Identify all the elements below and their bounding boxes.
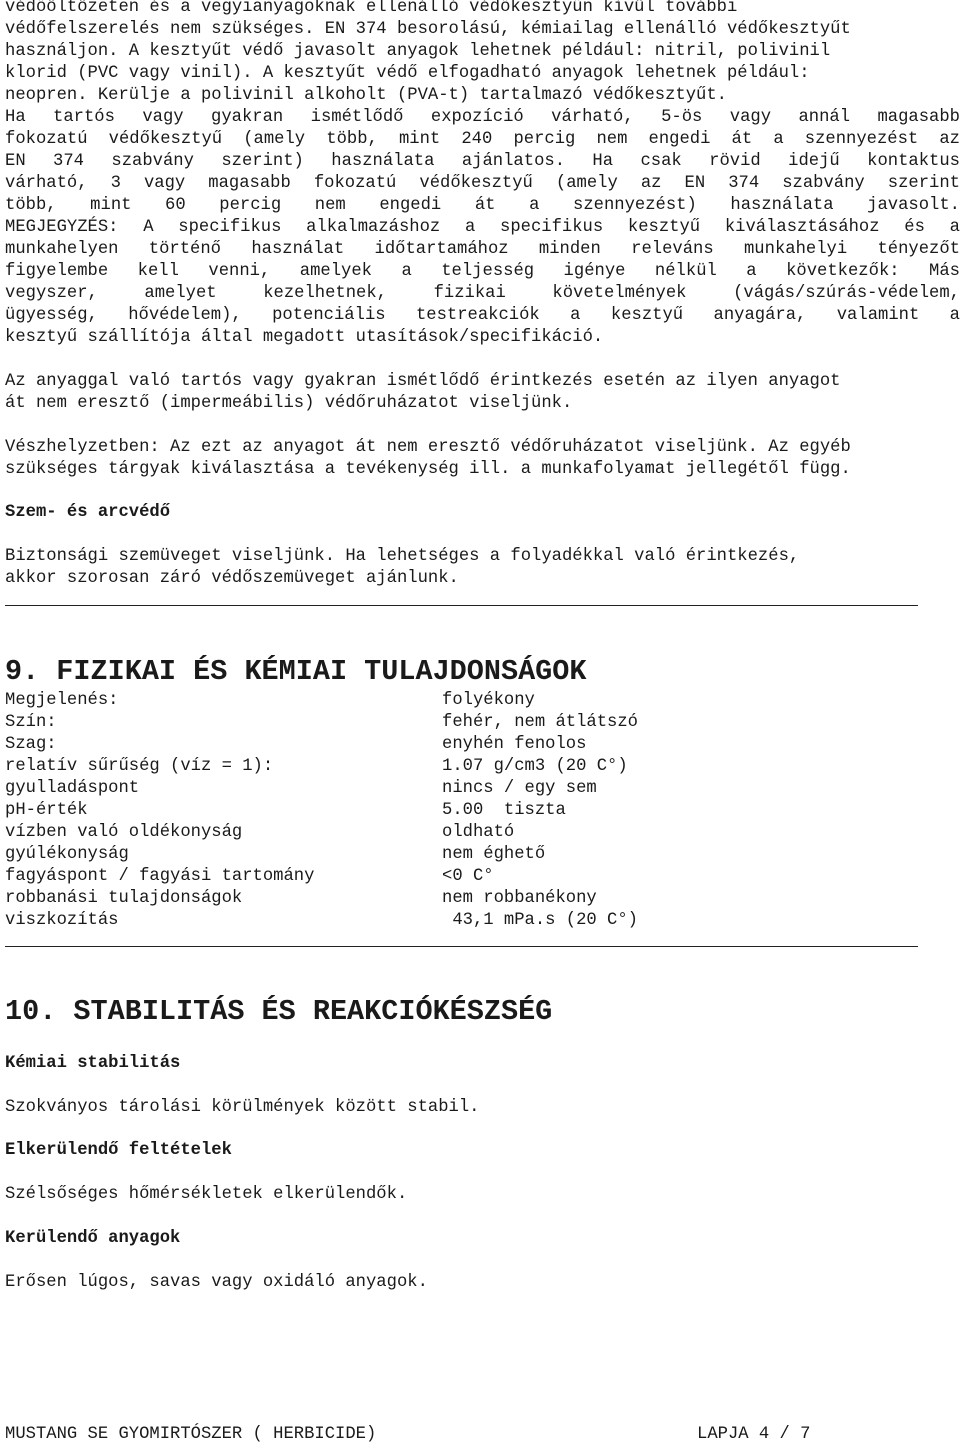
section-9-heading: 9. FIZIKAI ÉS KÉMIAI TULAJDONSÁGOK bbox=[5, 655, 587, 688]
property-value: <0 C° bbox=[442, 867, 494, 886]
glove-paragraph-line: EN 374 szabvány szerint) használata ajánlatos. Ha csak rövid idejű kontaktus bbox=[5, 152, 960, 171]
property-label: pH-érték bbox=[5, 801, 88, 820]
conditions-to-avoid-text: Szélsőséges hőmérsékletek elkerülendők. bbox=[5, 1185, 408, 1204]
property-label: fagyáspont / fagyási tartomány bbox=[5, 867, 315, 886]
property-label: relatív sűrűség (víz = 1): bbox=[5, 757, 274, 776]
paragraph-line: védőfelszerelés nem szükséges. EN 374 besorolású, kémiailag ellenálló védőkesztyűt bbox=[5, 20, 851, 39]
property-label: Megjelenés: bbox=[5, 691, 119, 710]
paragraph-line: klorid (PVC vagy vinil). A kesztyűt védő elfogadható anyagok lehetnek például: bbox=[5, 64, 810, 83]
chemical-stability-text: Szokványos tárolási körülmények között stabil. bbox=[5, 1098, 480, 1117]
property-label: Szag: bbox=[5, 735, 57, 754]
glove-paragraph-line: kesztyű szállítója által megadott utasítások/specifikáció. bbox=[5, 328, 604, 347]
glove-paragraph-line: figyelembe kell venni, amelyek a teljesség igénye nélkül a következők: Más bbox=[5, 262, 960, 281]
property-value: enyhén fenolos bbox=[442, 735, 587, 754]
property-value: nem robbanékony bbox=[442, 889, 597, 908]
glove-paragraph-line: munkahelyen történő használat időtartamához minden releváns munkahelyi tényezőt bbox=[5, 240, 960, 259]
footer-product-name: MUSTANG SE GYOMIRTÓSZER ( HERBICIDE) bbox=[5, 1425, 377, 1444]
paragraph-line: neopren. Kerülje a polivinil alkoholt (PVA-t) tartalmazó védőkesztyűt. bbox=[5, 86, 727, 105]
property-label: gyúlékonyság bbox=[5, 845, 129, 864]
section-divider bbox=[5, 946, 918, 947]
glove-paragraph-line: ügyesség, hővédelem), potenciális testreakciók a kesztyű anyagára, valamint a bbox=[5, 306, 960, 325]
paragraph-line: védőöltözeten és a vegyianyagoknak ellenálló védőkesztyűn kívül további bbox=[5, 0, 738, 17]
property-value: 5.00 tiszta bbox=[442, 801, 566, 820]
property-value: folyékony bbox=[442, 691, 535, 710]
property-label: gyulladáspont bbox=[5, 779, 140, 798]
glove-paragraph-line: több, mint 60 percig nem engedi át a szennyezést) használata javasolt. bbox=[5, 196, 960, 215]
glove-paragraph-line: MEGJEGYZÉS: A specifikus alkalmazáshoz a specifikus kesztyű kiválasztásához és a bbox=[5, 218, 960, 237]
property-label: viszkozítás bbox=[5, 911, 119, 930]
glove-paragraph-line: Ha tartós vagy gyakran ismétlődő expozíció várható, 5-ös vagy annál magasabb bbox=[5, 108, 960, 127]
section-10-heading: 10. STABILITÁS ÉS REAKCIÓKÉSZSÉG bbox=[5, 995, 553, 1028]
eye-paragraph-line: akkor szorosan záró védőszemüveget ajánlunk. bbox=[5, 569, 459, 588]
glove-paragraph-line: várható, 3 vagy magasabb fokozatú védőkesztyű (amely az EN 374 szabvány szerint bbox=[5, 174, 960, 193]
section-divider bbox=[5, 605, 918, 606]
property-value: nem éghető bbox=[442, 845, 546, 864]
eye-protection-heading: Szem- és arcvédő bbox=[5, 503, 171, 522]
materials-to-avoid-heading: Kerülendő anyagok bbox=[5, 1229, 181, 1248]
glove-paragraph-line: fokozatú védőkesztyű (amely több, mint 240 percig nem engedi át a szennyezést az bbox=[5, 130, 960, 149]
property-label: vízben való oldékonyság bbox=[5, 823, 243, 842]
emergency-paragraph-line: szükséges tárgyak kiválasztása a tevékenység ill. a munkafolyamat jellegétől függ. bbox=[5, 460, 851, 479]
clothing-paragraph-line: át nem eresztő (impermeábilis) védőruházatot viseljünk. bbox=[5, 394, 573, 413]
materials-to-avoid-text: Erősen lúgos, savas vagy oxidáló anyagok. bbox=[5, 1273, 428, 1292]
footer-page-number: LAPJA 4 / 7 bbox=[697, 1425, 811, 1444]
paragraph-line: használjon. A kesztyűt védő javasolt anyagok lehetnek például: nitril, polivinil bbox=[5, 42, 831, 61]
chemical-stability-heading: Kémiai stabilitás bbox=[5, 1054, 181, 1073]
property-value: fehér, nem átlátszó bbox=[442, 713, 638, 732]
property-label: robbanási tulajdonságok bbox=[5, 889, 243, 908]
emergency-paragraph-line: Vészhelyzetben: Az ezt az anyagot át nem eresztő védőruházatot viseljünk. Az egyéb bbox=[5, 438, 851, 457]
eye-paragraph-line: Biztonsági szemüveget viseljünk. Ha lehetséges a folyadékkal való érintkezés, bbox=[5, 547, 800, 566]
property-value: nincs / egy sem bbox=[442, 779, 597, 798]
property-value: 1.07 g/cm3 (20 C°) bbox=[442, 757, 628, 776]
property-label: Szín: bbox=[5, 713, 57, 732]
glove-paragraph-line: vegyszer, amelyet kezelhetnek, fizikai követelmények (vágás/szúrás-védelem, bbox=[5, 284, 960, 303]
property-value: oldható bbox=[442, 823, 515, 842]
property-value: 43,1 mPa.s (20 C°) bbox=[442, 911, 638, 930]
clothing-paragraph-line: Az anyaggal való tartós vagy gyakran ismétlődő érintkezés esetén az ilyen anyagot bbox=[5, 372, 841, 391]
conditions-to-avoid-heading: Elkerülendő feltételek bbox=[5, 1141, 232, 1160]
